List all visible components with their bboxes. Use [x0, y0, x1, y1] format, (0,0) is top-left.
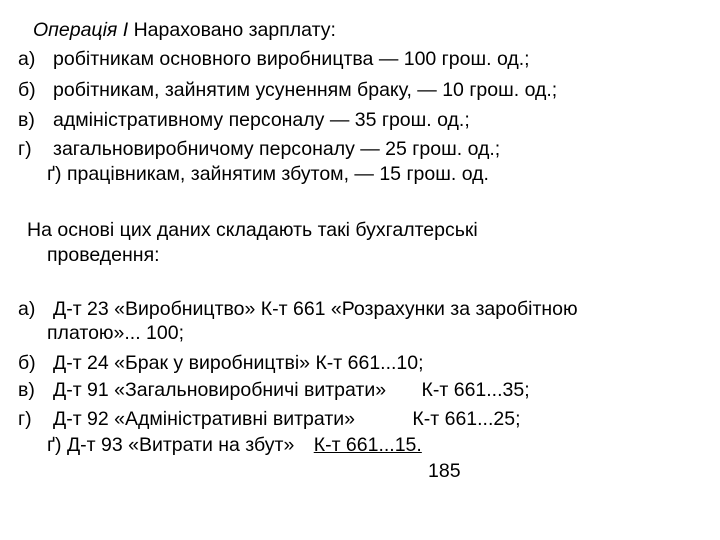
- operation-header: [33, 18, 336, 42]
- item-text: загальновиробничому персоналу — 25 грош. од.;: [53, 138, 501, 160]
- item-text: працівникам, зайнятим збутом, — 15 грош. од.: [66, 163, 489, 185]
- page-number: 185: [428, 460, 461, 482]
- intro-line-1: На основі цих даних складають такі бухгалтерські: [27, 219, 478, 241]
- entry-credit: К-т 661...10;: [315, 352, 424, 374]
- entry-debit: Д-т 91 «Загальновиробничі витрати»: [53, 379, 387, 401]
- entry-credit: К-т 661...15.: [313, 434, 422, 456]
- entry-v: [18, 378, 530, 402]
- entry-debit: Д-т 92 «Адміністративні витрати»: [53, 408, 355, 430]
- item-text: адміністративному персоналу — 35 грош. од.;: [53, 109, 470, 131]
- operation-item: [18, 108, 470, 132]
- item-marker: г): [18, 138, 32, 160]
- intro-line-2: проведення:: [47, 244, 160, 266]
- operation-label: Операція І: [33, 19, 129, 41]
- item-marker: в): [18, 109, 35, 131]
- entry-marker: б): [18, 352, 36, 374]
- entry-marker: в): [18, 379, 35, 401]
- entry-marker: ґ): [47, 434, 62, 456]
- entry-credit: К-т 661...25;: [412, 408, 521, 430]
- operation-item: [18, 47, 530, 71]
- operation-title: Нараховано зарплату:: [133, 19, 336, 41]
- entry-debit: Д-т 93 «Витрати на збут»: [66, 434, 295, 456]
- item-marker: ґ): [47, 163, 62, 185]
- entry-g: [18, 407, 521, 431]
- item-marker: а): [18, 48, 36, 70]
- item-text: робітникам основного виробництва — 100 грош. од.;: [53, 48, 530, 70]
- entry-text: Д-т 23 «Виробництво» К-т 661 «Розрахунки за заробітною: [53, 298, 578, 320]
- entry-b: [18, 351, 424, 375]
- operation-item: [47, 162, 489, 186]
- item-marker: б): [18, 79, 36, 101]
- entry-a-continuation: платою»... 100;: [47, 322, 185, 344]
- entry-gg: [47, 433, 422, 457]
- entry-marker: г): [18, 408, 32, 430]
- entry-debit: Д-т 24 «Брак у виробництві»: [53, 352, 311, 374]
- entry-a: [18, 297, 578, 321]
- entry-credit: К-т 661...35;: [421, 379, 530, 401]
- operation-item: [18, 78, 557, 102]
- item-text: робітникам, зайнятим усуненням браку, — 10 грош. од.;: [53, 79, 558, 101]
- operation-item: [18, 137, 500, 161]
- entry-marker: а): [18, 298, 36, 320]
